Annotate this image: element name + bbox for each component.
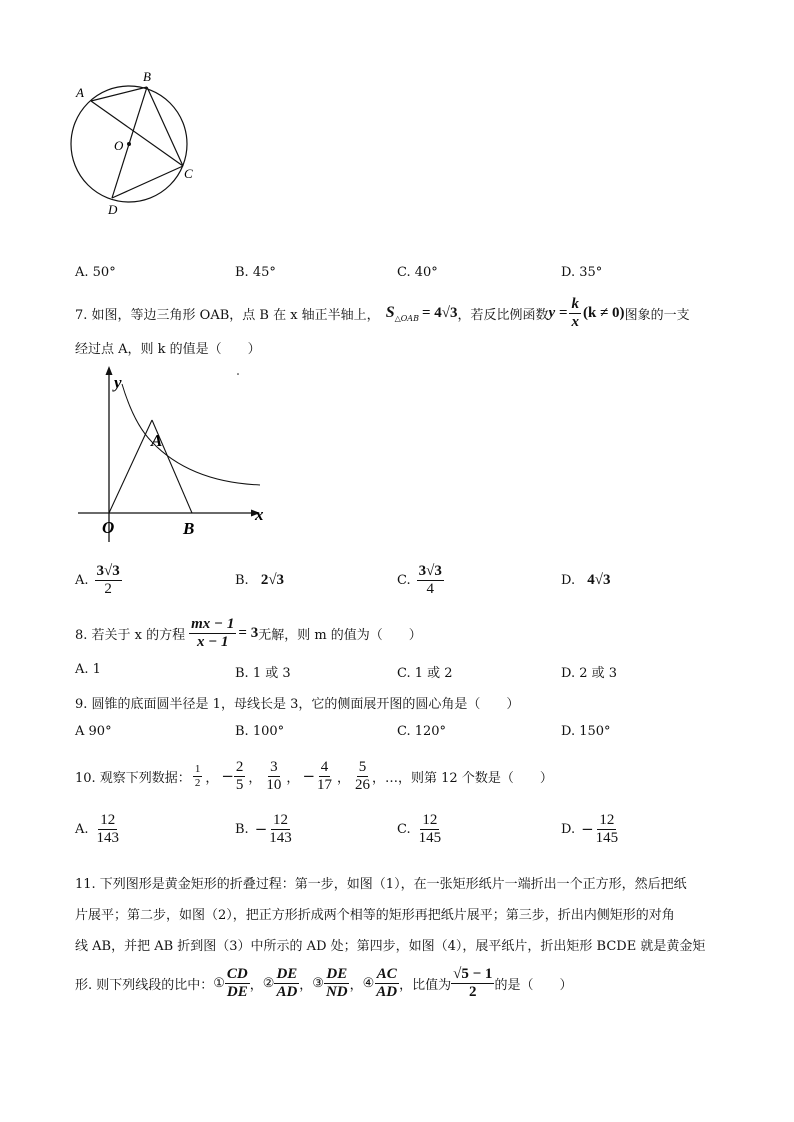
q11-line1: 11. 下列图形是黄金矩形的折叠过程：第一步，如图（1），在一张矩形纸片一端折出一个正方形，然后把纸 bbox=[75, 877, 687, 892]
q10-fraction-1 bbox=[193, 763, 203, 788]
label-D: D bbox=[108, 202, 118, 217]
q10-option-d[interactable] bbox=[561, 812, 620, 846]
q9-option-d[interactable]: D. 150° bbox=[561, 724, 611, 739]
q7-option-b-prefix: B. bbox=[235, 573, 249, 588]
q10-fraction-1-den: 2 bbox=[194, 776, 201, 789]
q10-fraction-3-num: 3 bbox=[270, 759, 278, 775]
q11-ratio-4-num: AC bbox=[376, 966, 397, 982]
q6-option-b[interactable]: B. 45° bbox=[235, 265, 276, 280]
q10-option-a[interactable] bbox=[75, 812, 121, 846]
q7-option-a-prefix: A. bbox=[75, 572, 89, 588]
q11-ratio-4-mark: ④ bbox=[362, 975, 375, 991]
q10-comma: ， bbox=[248, 770, 262, 786]
q8-numerator: mx − 1 bbox=[191, 616, 235, 632]
q10-option-d-num: 12 bbox=[599, 812, 615, 828]
q9-option-a[interactable]: A 90° bbox=[75, 724, 112, 739]
q7-area-label: S bbox=[385, 304, 395, 321]
q10-stem bbox=[75, 759, 553, 793]
q10-option-a-prefix: A. bbox=[75, 821, 89, 837]
circle-figure bbox=[60, 62, 210, 222]
label-O: O bbox=[102, 518, 115, 537]
label-B: B bbox=[183, 519, 195, 538]
q11-ratio-3-den: ND bbox=[325, 983, 348, 1000]
q10-fraction-5 bbox=[353, 759, 372, 793]
q7-option-c-num: 3√3 bbox=[418, 563, 442, 579]
q7-option-c-fraction bbox=[417, 563, 444, 597]
q10-fraction-4-num: 4 bbox=[320, 759, 329, 775]
q10-option-c-prefix: C. bbox=[397, 821, 411, 837]
q6-option-a[interactable]: A. 50° bbox=[75, 265, 116, 280]
label-y: y bbox=[114, 373, 122, 392]
q11-ratio-2-num: DE bbox=[276, 966, 298, 982]
q11-ratio-2-mark: ② bbox=[262, 975, 275, 991]
q11-line4-part2: ，比值为 bbox=[399, 977, 452, 993]
label-A: A bbox=[151, 431, 163, 450]
q11-ratio-1-num: CD bbox=[226, 966, 248, 982]
q11-ratio-2 bbox=[274, 966, 299, 1000]
q7-option-c-den: 4 bbox=[426, 580, 434, 597]
q10-fraction-1-num: 1 bbox=[194, 763, 201, 776]
q11-golden-num: √5 − 1 bbox=[453, 966, 493, 982]
q10-option-c[interactable] bbox=[397, 812, 443, 846]
q7-option-c[interactable] bbox=[397, 563, 444, 597]
q9-option-c[interactable]: C. 120° bbox=[397, 724, 447, 739]
q9-option-b[interactable]: B. 100° bbox=[235, 724, 285, 739]
q11-ratio-1 bbox=[225, 966, 250, 1000]
q7-area-value: = 4√3 bbox=[421, 304, 458, 321]
q7-option-b-value: 2√3 bbox=[260, 572, 285, 588]
q11-line4 bbox=[75, 966, 572, 1000]
q10-option-b-num: 12 bbox=[273, 812, 289, 828]
y-axis-arrow-icon bbox=[106, 366, 113, 375]
q7-option-d[interactable] bbox=[561, 572, 610, 589]
q7-option-d-prefix: D. bbox=[561, 573, 576, 588]
q10-fraction-5-num: 5 bbox=[358, 759, 367, 775]
q8-option-d[interactable]: D. 2 或 3 bbox=[561, 666, 618, 681]
q11-ratio-4 bbox=[374, 966, 399, 1000]
segment-OA bbox=[109, 420, 152, 513]
center-point bbox=[127, 142, 131, 146]
q10-fraction-3 bbox=[264, 759, 283, 793]
q11-ratio-4-den: AD bbox=[376, 983, 398, 1000]
q10-option-b-sign: − bbox=[254, 820, 268, 838]
q10-option-b-prefix: B. bbox=[235, 821, 249, 837]
q11-ratio-2-den: AD bbox=[276, 983, 298, 1000]
hyperbola-curve bbox=[122, 384, 260, 485]
q7-func-fraction bbox=[569, 296, 581, 330]
q10-comma: ， bbox=[337, 770, 351, 786]
q7-text-part2: ，若反比例函数 bbox=[457, 307, 549, 323]
q7-func-k: k bbox=[571, 296, 579, 312]
q11-ratio-1-den: DE bbox=[226, 983, 248, 1000]
q7-func-cond: (k ≠ 0) bbox=[582, 304, 625, 321]
q11-line4-part1: 形. 则下列线段的比中： bbox=[75, 977, 214, 993]
q7-option-a-den: 2 bbox=[104, 580, 112, 597]
q10-comma: ， bbox=[205, 770, 219, 786]
q7-option-a-num: 3√3 bbox=[96, 563, 120, 579]
q7-graph bbox=[70, 362, 280, 547]
q10-option-c-num: 12 bbox=[422, 812, 438, 828]
q10-text-part2: ，…，则第 12 个数是（ ） bbox=[372, 770, 553, 786]
q11-golden-den: 2 bbox=[469, 983, 477, 1000]
dot-mark bbox=[237, 373, 239, 375]
q10-fraction-4-sign: − bbox=[302, 767, 316, 785]
q10-option-b[interactable] bbox=[235, 812, 294, 846]
q10-fraction-4 bbox=[315, 759, 334, 793]
q7-option-a[interactable] bbox=[75, 563, 122, 597]
q11-ratio-3 bbox=[324, 966, 350, 1000]
q8-stem bbox=[75, 616, 422, 650]
q8-option-c[interactable]: C. 1 或 2 bbox=[397, 666, 453, 681]
q10-option-d-prefix: D. bbox=[561, 821, 576, 837]
q11-golden-ratio bbox=[451, 966, 494, 1000]
q7-option-d-value: 4√3 bbox=[587, 572, 611, 588]
label-O: O bbox=[114, 138, 124, 153]
q10-fraction-2-den: 5 bbox=[235, 776, 244, 793]
q7-stem bbox=[75, 296, 690, 330]
q7-option-a-fraction bbox=[95, 563, 122, 597]
q8-option-b[interactable]: B. 1 或 3 bbox=[235, 666, 291, 681]
q9-stem: 9. 圆锥的底面圆半径是 1，母线长是 3，它的侧面展开图的圆心角是（ ） bbox=[75, 697, 520, 712]
q11-line4-part3: 的是（ ） bbox=[494, 977, 573, 993]
q11-comma: ， bbox=[249, 977, 263, 993]
q7-func-y: y = bbox=[548, 304, 568, 321]
q10-fraction-2-sign: − bbox=[221, 767, 234, 785]
q7-option-b[interactable] bbox=[235, 572, 284, 589]
q7-area-sub: △OAB bbox=[394, 313, 419, 323]
q8-denominator: x − 1 bbox=[196, 633, 229, 650]
q6-option-d[interactable]: D. 35° bbox=[561, 265, 603, 280]
q10-text-part1: 10. 观察下列数据： bbox=[75, 770, 191, 786]
segment-AC bbox=[91, 101, 183, 166]
q10-fraction-2-num: 2 bbox=[235, 759, 244, 775]
q11-ratio-3-mark: ③ bbox=[312, 975, 324, 991]
q10-option-c-den: 145 bbox=[418, 829, 442, 846]
q7-line2: 经过点 A，则 k 的值是（ ） bbox=[75, 342, 261, 357]
q11-ratio-3-num: DE bbox=[326, 966, 348, 982]
q10-option-d-fraction bbox=[594, 812, 621, 846]
q8-text-part2: 无解，则 m 的值为（ ） bbox=[258, 627, 422, 643]
q11-ratio-1-mark: ① bbox=[213, 975, 225, 991]
q10-fraction-4-den: 17 bbox=[317, 776, 333, 793]
q10-option-d-sign: − bbox=[581, 820, 594, 838]
label-B: B bbox=[143, 69, 151, 84]
q11-line2: 片展平；第二步，如图（2），把正方形折成两个相等的矩形再把纸片展平；第三步，折出内侧矩形的对角 bbox=[75, 908, 675, 923]
q10-option-a-fraction bbox=[95, 812, 122, 846]
q10-comma: ， bbox=[286, 770, 300, 786]
q10-fraction-5-den: 26 bbox=[355, 776, 371, 793]
q11-comma: ， bbox=[349, 977, 363, 993]
label-x: x bbox=[255, 505, 264, 524]
q10-fraction-2 bbox=[234, 759, 246, 793]
q8-equals: = 3 bbox=[238, 624, 259, 641]
q7-text-part1: 7. 如图，等边三角形 OAB，点 B 在 x 轴正半轴上， bbox=[75, 307, 380, 323]
q7-func-x: x bbox=[571, 313, 579, 330]
q10-option-a-num: 12 bbox=[100, 812, 116, 828]
q10-option-d-den: 145 bbox=[595, 829, 619, 846]
q8-option-a[interactable]: A. 1 bbox=[75, 662, 101, 677]
q10-option-a-den: 143 bbox=[96, 829, 120, 846]
q8-equation-fraction bbox=[189, 616, 236, 650]
label-A: A bbox=[76, 85, 84, 100]
q7-option-c-prefix: C. bbox=[397, 572, 411, 588]
q7-text-part3: 图象的一支 bbox=[624, 307, 690, 323]
q6-option-c[interactable]: C. 40° bbox=[397, 265, 438, 280]
q10-fraction-3-den: 10 bbox=[266, 776, 282, 793]
q10-option-b-den: 143 bbox=[269, 829, 292, 846]
q11-comma: ， bbox=[299, 977, 313, 993]
q10-option-c-fraction bbox=[417, 812, 444, 846]
q10-option-b-fraction bbox=[267, 812, 294, 846]
q8-text-part1: 8. 若关于 x 的方程 bbox=[75, 627, 186, 643]
q11-line3: 线 AB，并把 AB 折到图（3）中所示的 AD 处；第四步，如图（4），展平纸片，折出矩形 BCDE 就是黄金矩 bbox=[75, 939, 706, 954]
label-C: C bbox=[184, 166, 193, 181]
